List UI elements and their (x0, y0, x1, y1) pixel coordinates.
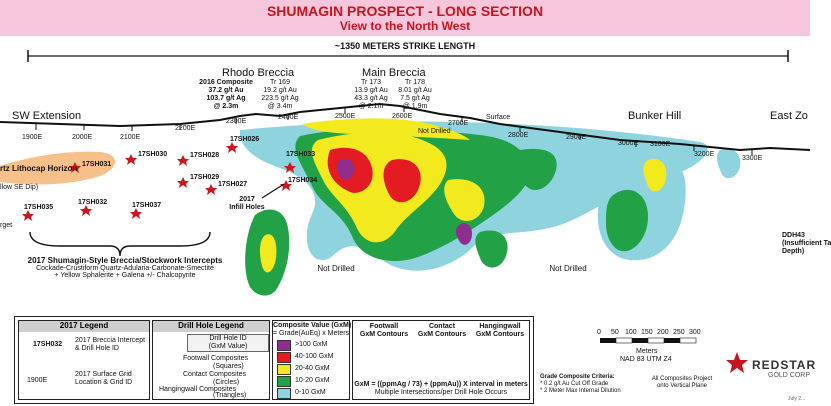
intercept-tr173: Tr 173 13.9 g/t Au 43.3 g/t Ag @ 2.1m (354, 79, 388, 110)
legend-2017: 2017 Legend 17SH032 2017 Breccia Intercept & Drill Hole ID 1900E 2017 Surface Grid Location & Grid ID (18, 320, 150, 400)
scale-tick: 0 (597, 329, 601, 336)
not-drilled-label: Not Drilled (317, 264, 355, 273)
swatch-lightblue (277, 388, 291, 399)
zone-bunker-hill: Bunker Hill (628, 110, 682, 122)
star-marker (205, 184, 217, 195)
grade-criteria: Grade Composite Criteria: * 0.2 g/t Au Cut Off Grade * 2 Meter Max Internal Dilution (540, 374, 621, 394)
page-subtitle: View to the North West (339, 19, 471, 33)
formula-note: Multiple Intersections/per Drill Hole Occurs (374, 389, 508, 396)
not-drilled-label: Not Drilled (549, 264, 587, 273)
target-label: rget (0, 222, 13, 229)
drill-hole-id: 17SH030 (138, 151, 168, 158)
zone-east: East Zo (770, 110, 808, 122)
strike-length-bar (28, 50, 788, 62)
infill-holes-label: 2017 Infill Holes (229, 196, 265, 211)
grid-id: 2700E (448, 120, 469, 127)
star-marker (22, 210, 34, 221)
grid-id: 3300E (742, 155, 763, 162)
corner-note: July 2... (788, 396, 806, 402)
legend-grid-id: 1900E (27, 377, 48, 384)
legend-drill-hole: Drill Hole Legend Drill Hole ID (GxM Value) Footwall Composites (Squares) Contact Composites (Circles) Hangingwall Composites (Triangles) (152, 320, 270, 400)
star-marker (80, 205, 92, 216)
grid-id: 3000E (618, 140, 639, 147)
drill-hole-id: 17SH027 (218, 181, 248, 188)
page-title: SHUMAGIN PROSPECT - LONG SECTION (266, 3, 544, 19)
drill-hole-id: 17SH031 (82, 161, 112, 168)
swatch-yellow (277, 364, 291, 375)
grid-id: 2400E (278, 114, 299, 121)
swatch-red (277, 352, 291, 363)
grid-id: 2600E (392, 113, 413, 120)
grid-id: 3100E (650, 141, 671, 148)
not-drilled-label: Not Drilled (418, 128, 451, 135)
drill-hole-id: 17SH033 (286, 151, 316, 158)
grid-id: 2900E (566, 134, 587, 141)
scale-tick: 250 (673, 329, 685, 336)
zone-main-breccia: Main Breccia (362, 67, 426, 79)
intercept-bracket (30, 232, 210, 256)
legend-composite: Composite Value (GxM) = Grade(AuEq) x Meters >100 GxM 40-100 GxM 20-40 GxM 10-20 GxM 0-10 GxM (272, 320, 350, 400)
scale-bar (600, 338, 696, 343)
grid-id: 2800E (508, 132, 529, 139)
scale-tick: 200 (657, 329, 669, 336)
scale-unit: Meters (636, 348, 658, 355)
strike-length-label: ~1350 METERS STRIKE LENGTH (334, 41, 476, 51)
swatch-purple (277, 340, 291, 351)
drill-hole-id: 17SH026 (230, 136, 260, 143)
star-marker (177, 155, 189, 166)
redstar-logo-mark (726, 352, 748, 373)
redstar-logo-tagline: GOLD CORP (768, 372, 811, 379)
surface-label: Surface (486, 114, 511, 121)
zone-rhodo-breccia: Rhodo Breccia (222, 67, 295, 79)
redstar-logo: REDSTAR (752, 358, 817, 372)
star-marker (125, 154, 137, 165)
dip-label: llow SE Dip) (0, 184, 39, 191)
legend-contours: Footwall GxM Contours Contact GxM Contours Hangingwall GxM Contours GxM = ((ppmAg / 73) + (ppmAu)) X interval in meters Multiple Intersections/per Drill Hole Occurs (352, 320, 530, 400)
grid-id: 1900E (22, 134, 43, 141)
scale-tick: 50 (611, 329, 619, 336)
intercept-2016: 2016 Composite 37.2 g/t Au 103.7 g/t Ag @ 2.3m (199, 79, 253, 110)
grid-id: 2100E (120, 134, 141, 141)
intercept-tr169: Tr 169 19.2 g/t Au 223.5 g/t Ag @ 3.4m (261, 79, 299, 110)
scale-datum: NAD 83 UTM Z4 (620, 356, 672, 363)
gxm-formula: GxM = ((ppmAg / 73) + (ppmAu)) X interval in meters (354, 381, 528, 388)
star-marker (130, 208, 142, 219)
mid-green-lower (475, 230, 507, 267)
lithocap-label: rtz Lithocap Horizon (0, 164, 78, 173)
zone-sw-extension: SW Extension (12, 110, 82, 122)
intercept-tr178: Tr 178 8.01 g/t Au 7.5 g/t Ag @ 1.9m (398, 79, 432, 110)
drill-hole-id: 17SH034 (288, 177, 318, 184)
projection-note: All Composites Project onto Vertical Plane (651, 376, 713, 389)
grid-id: 2500E (335, 113, 356, 120)
grid-id: 2000E (72, 134, 93, 141)
scale-tick: 100 (625, 329, 637, 336)
legend-hole-id: 17SH032 (33, 341, 63, 348)
drill-hole-id: 17SH029 (190, 174, 220, 181)
bunker-green-right (717, 149, 740, 178)
star-marker (177, 177, 189, 188)
scale-tick: 300 (689, 329, 701, 336)
drill-hole-id: 17SH035 (24, 204, 54, 211)
star-marker (226, 142, 238, 153)
scale-tick: 150 (641, 329, 653, 336)
ddh43-label: DDH43 (Insufficient Ta Depth) (782, 232, 831, 255)
grid-id: 3200E (694, 151, 715, 158)
swatch-green (277, 376, 291, 387)
drill-hole-id: 17SH028 (190, 152, 220, 159)
drill-hole-id: 17SH032 (78, 199, 108, 206)
drill-hole-id: 17SH037 (132, 202, 162, 209)
grid-id: 2200E (175, 125, 196, 132)
grid-id: 2300E (226, 118, 247, 125)
breccia-description: 2017 Shumagin-Style Breccia/Stockwork Intercepts Cockade-Crustiform Quartz-Adularia-Carbonate-Smectite + Yellow Sphalerite + Galena +/- Chalcopyrite (27, 256, 223, 279)
